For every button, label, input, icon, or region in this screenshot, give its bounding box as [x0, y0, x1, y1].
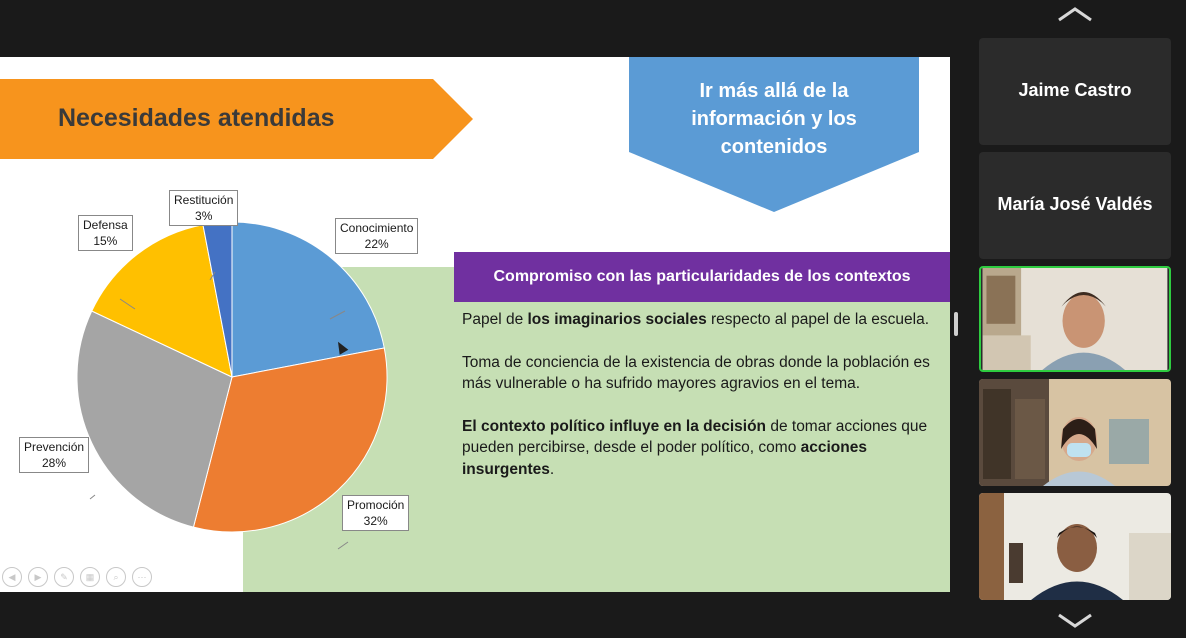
- callout-line-2: información y los: [691, 108, 857, 130]
- slides-grid-icon[interactable]: ▦: [80, 567, 100, 587]
- zoom-icon[interactable]: ⌕: [106, 567, 126, 587]
- panel-resize-handle[interactable]: [954, 312, 958, 336]
- pie-label-value: 3%: [195, 209, 213, 223]
- participant-name: Jaime Castro: [1018, 80, 1132, 100]
- paragraph-text-run: Papel de: [462, 311, 528, 328]
- next-slide-icon[interactable]: ▶: [28, 567, 48, 587]
- participant-video-tile-2[interactable]: [979, 379, 1171, 486]
- slide-body-text: [462, 309, 932, 501]
- pen-icon[interactable]: ✎: [54, 567, 74, 587]
- pie-label-name: Restitución: [174, 193, 234, 207]
- pie-label-conocimiento: [335, 218, 418, 254]
- callout-line-1: Ir más allá de la: [699, 80, 849, 102]
- callout-line-3: contenidos: [720, 136, 828, 158]
- body-paragraph-3: [462, 416, 932, 481]
- pie-label-value: 22%: [364, 237, 389, 251]
- paragraph-text-run: de tomar acciones que pueden percibirse, desde el poder político, como: [462, 417, 928, 456]
- pie-label-name: Conocimiento: [340, 221, 414, 235]
- participant-tile-maria-jose-valdes[interactable]: [979, 152, 1171, 259]
- paragraph-text-run: .: [549, 460, 555, 478]
- pie-label-promocion: [342, 495, 409, 531]
- previous-slide-icon[interactable]: ◀: [2, 567, 22, 587]
- participant-name: María José Valdés: [997, 194, 1153, 214]
- more-options-icon[interactable]: ⋯: [132, 567, 152, 587]
- paragraph-text-run: los imaginarios sociales: [527, 311, 707, 328]
- participant-video-feed: [981, 268, 1169, 370]
- slide-toolbar: [2, 567, 152, 587]
- participant-video-tile-3[interactable]: [979, 493, 1171, 600]
- body-paragraph-2: [462, 352, 932, 395]
- shared-slide: [0, 57, 950, 592]
- pie-leader-line: [90, 495, 95, 499]
- body-paragraph-1: [462, 309, 932, 331]
- paragraph-text-run: Toma de conciencia de la existencia de obras donde la población es más vulnerable o ha sufrido mayores agravios en el tema.: [462, 353, 930, 392]
- pie-label-name: Defensa: [83, 218, 128, 232]
- scroll-up-chevron-icon[interactable]: [1055, 5, 1095, 23]
- participant-video-feed: [979, 493, 1171, 600]
- context-header: Compromiso con las particularidades de los contextos: [454, 252, 950, 302]
- paragraph-text-run: acciones insurgentes: [462, 439, 867, 478]
- pie-label-name: Promoción: [347, 498, 405, 512]
- pie-label-restitucion: [169, 190, 238, 226]
- pie-label-value: 28%: [42, 456, 67, 470]
- pie-label-prevencion: [19, 437, 89, 473]
- pie-leader-line: [338, 542, 348, 549]
- pie-label-value: 32%: [363, 514, 388, 528]
- pie-label-value: 15%: [93, 234, 118, 248]
- pie-label-defensa: [78, 215, 133, 251]
- paragraph-text-run: respecto al papel de la escuela.: [706, 311, 930, 328]
- participant-video-tile-speaker[interactable]: [979, 266, 1171, 372]
- callout-text: [629, 77, 919, 161]
- paragraph-text-run: El contexto político influye en la decisión: [462, 417, 767, 435]
- participant-video-feed: [979, 379, 1171, 486]
- slide-title: Necesidades atendidas: [58, 104, 335, 132]
- scroll-down-chevron-icon[interactable]: [1055, 612, 1095, 630]
- pie-label-name: Prevención: [24, 440, 85, 454]
- participant-tile-jaime-castro[interactable]: [979, 38, 1171, 145]
